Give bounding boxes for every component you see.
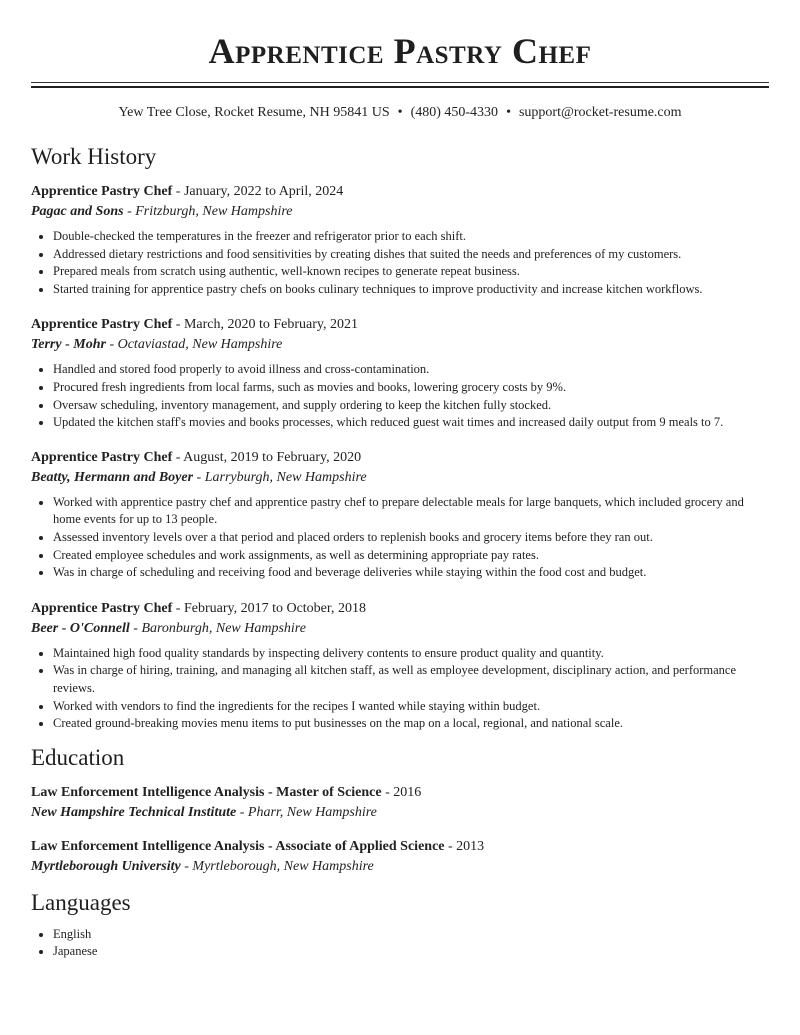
job-title-line: Apprentice Pastry Chef - January, 2022 to April, 2024 (31, 184, 344, 199)
job-bullet: • Assessed inventory levels over a that period and placed orders to replenish books and grocery items before they ran out. (53, 529, 769, 547)
job-company: Beer - O'Connell (31, 620, 130, 636)
education-year: 2016 (393, 784, 422, 800)
education-entry (31, 837, 769, 877)
education-location: Pharr, New Hampshire (247, 804, 377, 820)
job-role: Apprentice Pastry Chef (31, 184, 173, 199)
job-bullet: • Was in charge of hiring, training, and managing all kitchen staff, as well as employee development, disciplinary action, and performance reviews. (53, 662, 769, 697)
job-location: Octaviastad, New Hampshire (117, 337, 283, 353)
education-degree-line: Law Enforcement Intelligence Analysis - Associate of Applied Science - 2013 (31, 838, 485, 854)
job-bullet-list (31, 361, 769, 431)
job-bullet: • Maintained high food quality standards by inspecting delivery contents to ensure product quality and quantity. (53, 645, 769, 663)
education-degree-line: Law Enforcement Intelligence Analysis - Master of Science - 2016 (31, 784, 422, 800)
job-entry (31, 448, 769, 582)
job-title-line: Apprentice Pastry Chef - March, 2020 to February, 2021 (31, 317, 359, 333)
education-school: Myrtleborough University (31, 858, 181, 874)
job-role: Apprentice Pastry Chef (31, 317, 173, 333)
job-company: Terry - Mohr (31, 337, 106, 353)
job-company-line: Beatty, Hermann and Boyer - Larryburgh, New Hampshire (31, 469, 367, 485)
education-degree: Law Enforcement Intelligence Analysis - Master of Science (31, 784, 382, 800)
education-degree: Law Enforcement Intelligence Analysis - Associate of Applied Science (31, 838, 445, 854)
education-heading: Education (31, 744, 125, 770)
contact-separator: • (397, 105, 403, 120)
job-bullet: • Worked with apprentice pastry chef and apprentice pastry chef to prepare delectable meals for large banquets, which included grocery and home events for up to 13 people. (53, 494, 769, 529)
job-entry (31, 599, 769, 733)
education-school-line: Myrtleborough University - Myrtleborough, New Hampshire (31, 858, 374, 874)
resume-page (31, 0, 769, 961)
job-bullet-list (31, 494, 769, 582)
job-company-line: Pagac and Sons - Fritzburgh, New Hampshire (31, 204, 293, 219)
job-bullet: • Created ground-breaking movies menu items to put businesses on the map on a local, regional, and national scale. (53, 715, 769, 733)
languages-list (31, 926, 769, 961)
language-item: • Japanese (53, 943, 769, 961)
job-role: Apprentice Pastry Chef (31, 600, 173, 616)
contact-email: support@rocket-resume.com (518, 105, 682, 120)
job-company: Pagac and Sons (31, 204, 124, 219)
contact-line (31, 104, 769, 122)
job-dates: March, 2020 to February, 2021 (183, 317, 359, 333)
header-divider-top (31, 82, 769, 83)
header-divider-bottom (31, 86, 769, 88)
job-bullet-list (31, 228, 769, 298)
job-location: Baronburgh, New Hampshire (141, 620, 306, 636)
job-bullet: • Prepared meals from scratch using authentic, well-known recipes to generate repeat business. (53, 263, 769, 281)
language-item: • English (53, 926, 769, 944)
education-school: New Hampshire Technical Institute (31, 804, 237, 820)
job-bullet: • Addressed dietary restrictions and food sensitivities by creating dishes that suited the needs and preferences of my customers. (53, 246, 769, 264)
job-bullet: • Updated the kitchen staff's movies and books processes, which reduced guest wait times and increased daily output from 9 meals to 7. (53, 414, 769, 432)
job-location: Larryburgh, New Hampshire (204, 469, 367, 485)
education-year: 2013 (456, 838, 485, 854)
education-school-line: New Hampshire Technical Institute - Pharr, New Hampshire (31, 804, 377, 820)
job-bullet: • Procured fresh ingredients from local farms, such as movies and books, lowering grocery costs by 9%. (53, 379, 769, 397)
job-entry (31, 182, 769, 298)
job-bullet: • Created employee schedules and work assignments, as well as determining appropriate pay rates. (53, 547, 769, 565)
contact-separator: • (506, 105, 511, 120)
resume-name: Apprentice Pastry Chef (208, 31, 592, 71)
education-location: Myrtleborough, New Hampshire (192, 858, 374, 874)
job-company: Beatty, Hermann and Boyer (31, 469, 194, 485)
job-location: Fritzburgh, New Hampshire (135, 204, 293, 219)
work-history-heading: Work History (31, 144, 157, 169)
job-bullet: • Handled and stored food properly to avoid illness and cross-contamination. (53, 361, 769, 379)
contact-phone: (480) 450-4330 (410, 105, 499, 120)
job-title-line: Apprentice Pastry Chef - August, 2019 to February, 2020 (31, 449, 362, 465)
contact-address: Yew Tree Close, Rocket Resume, NH 95841 US (118, 105, 390, 120)
job-bullet-list (31, 645, 769, 733)
job-dates: August, 2019 to February, 2020 (183, 449, 362, 465)
job-role: Apprentice Pastry Chef (31, 449, 173, 465)
job-bullet: • Worked with vendors to find the ingredients for the recipes I wanted while staying within budget. (53, 698, 769, 716)
languages-heading: Languages (31, 889, 131, 915)
job-bullet: • Oversaw scheduling, inventory management, and supply ordering to keep the kitchen fully stocked. (53, 397, 769, 415)
job-bullet: • Started training for apprentice pastry chefs on books culinary techniques to improve productivity and increase kitchen workflows. (53, 281, 769, 299)
job-dates: January, 2022 to April, 2024 (183, 184, 344, 199)
job-title-line: Apprentice Pastry Chef - February, 2017 to October, 2018 (31, 600, 367, 616)
job-entry (31, 315, 769, 431)
education-entry (31, 783, 769, 823)
job-bullet: • Was in charge of scheduling and receiving food and beverage deliveries while staying within the food cost and budget. (53, 564, 769, 582)
job-company-line: Beer - O'Connell - Baronburgh, New Hampshire (31, 620, 306, 636)
job-bullet: • Double-checked the temperatures in the freezer and refrigerator prior to each shift. (53, 228, 769, 246)
job-dates: February, 2017 to October, 2018 (183, 600, 367, 616)
job-company-line: Terry - Mohr - Octaviastad, New Hampshire (31, 337, 283, 353)
